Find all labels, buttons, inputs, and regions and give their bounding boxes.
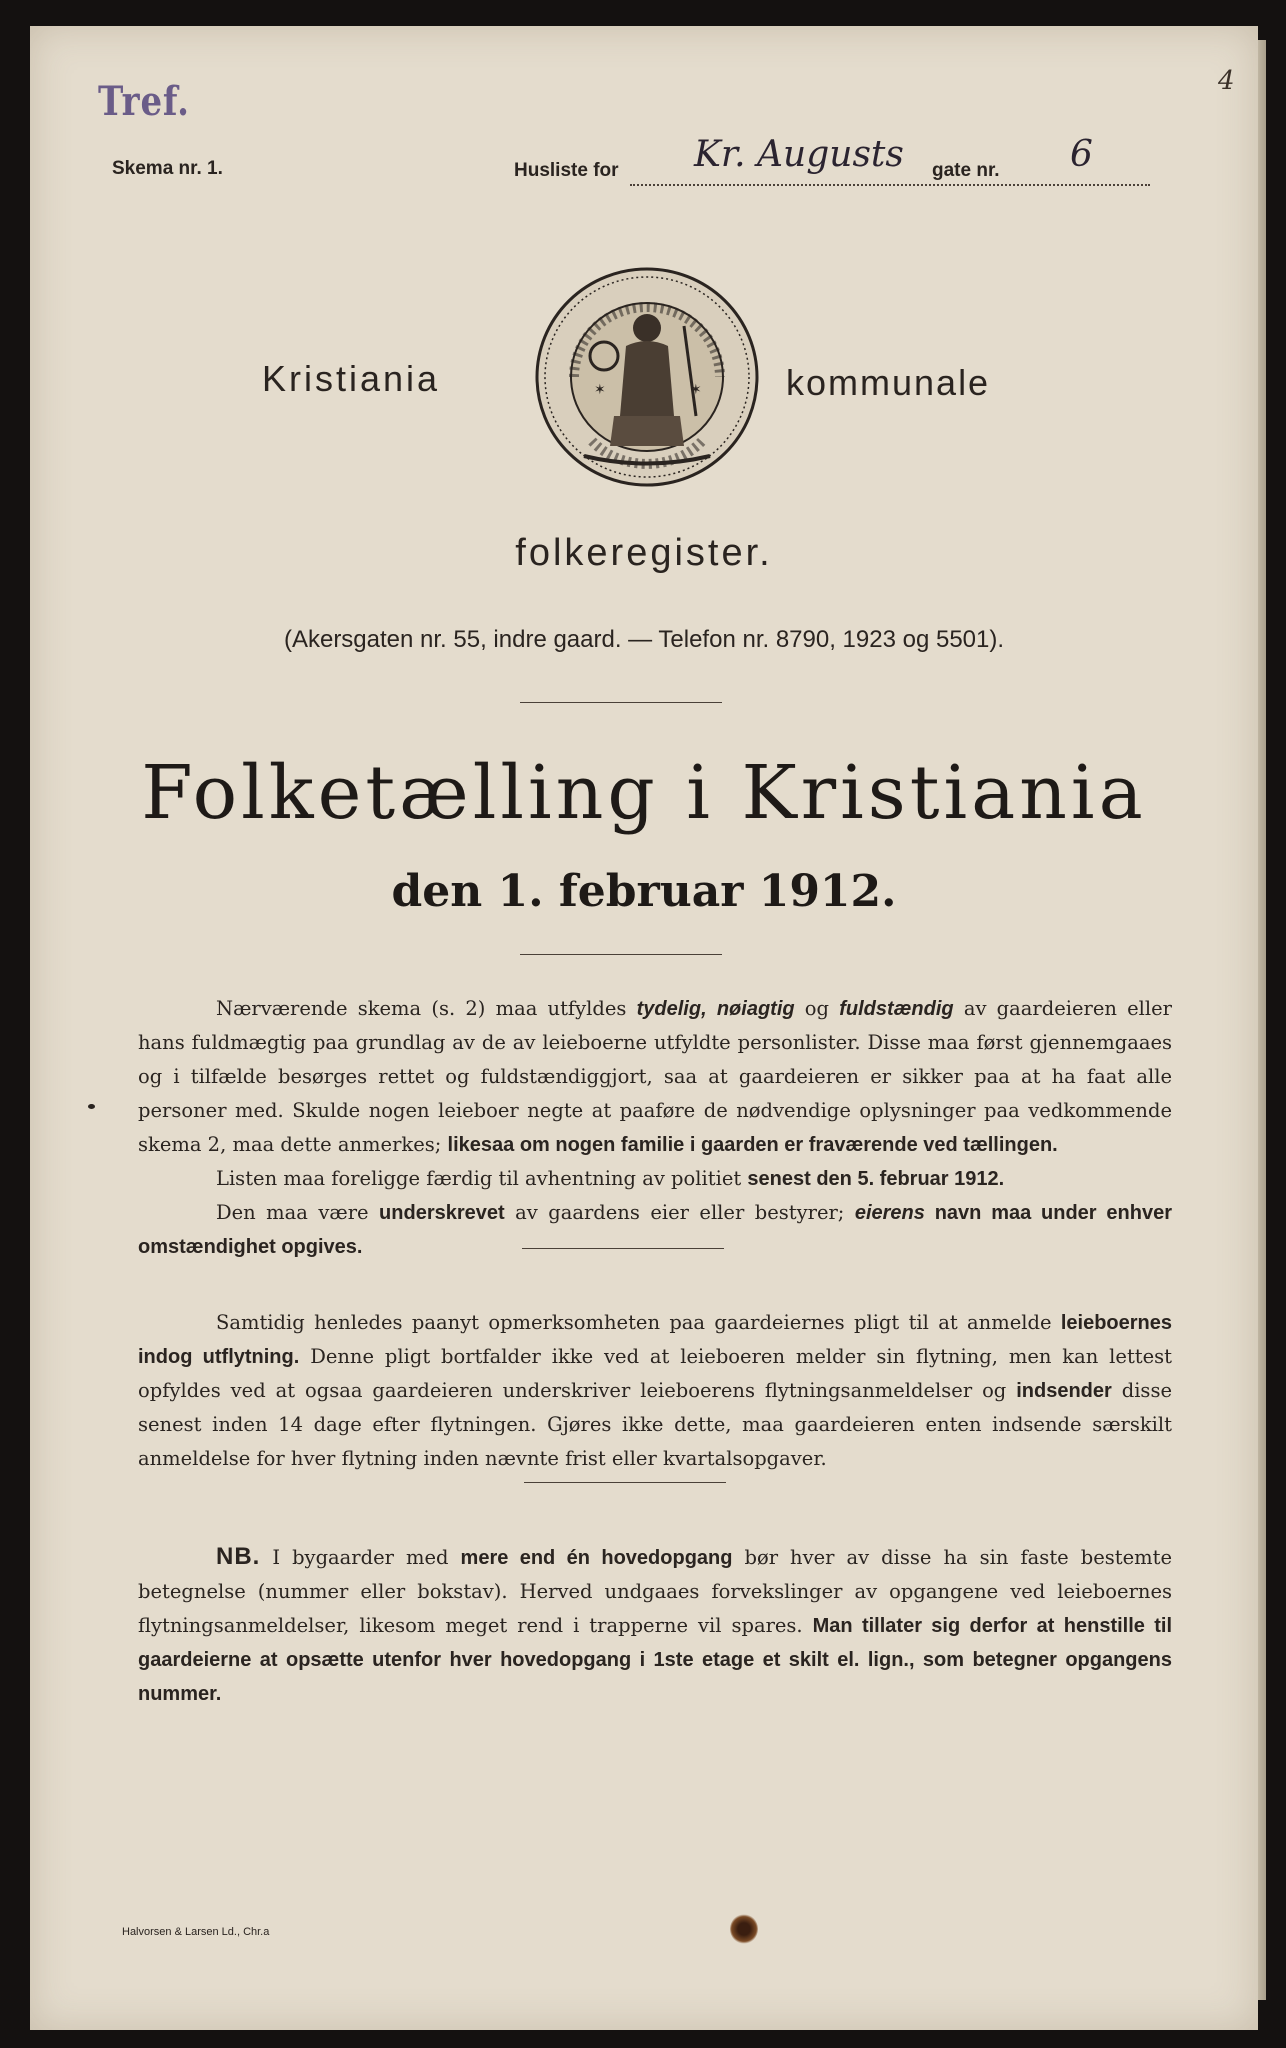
nb-paragraph: NB. I bygaarder med mere end én hovedopgang bør hver av disse ha sin faste bestemte betegnelse (nummer eller bokstav). Herved undgaaes forvekslinger av opgangene ved leieboernes flytningsanmeldelser, likesom meget rend i trapperne vil spares. Man tillater sig derfor at henstille til gaardeierne at opsætte utenfor hver hovedopgang i 1ste etage et skilt el. lign., som betegner opgangens nummer. [138,1543,1173,1705]
divider [522,1248,724,1249]
org-folkeregister: folkeregister. [515,532,773,574]
corner-number: 4 [1218,66,1235,96]
document-page [30,26,1258,2030]
moving-paragraph: Samtidig henledes paanyt opmerksomheten paa gaardeiernes pligt til at anmelde leieboernes indog utflytning. Denne pligt bortfalder ikke ved at leieboeren melder sin flytning, men kan lettest opfyldes ved at ogsaa gaardeieren underskriver leieboerens flytningsanmeldelser og indsender disse senest inden 14 dage efter flytningen. Gjøres ikke dette, maa gaardeieren enten indsende særskilt anmeldelse for hver flytning inden nævnte frist eller kvartalsopgaver. [138,1311,1173,1470]
document-title: Folketælling i Kristiania [141,750,1147,836]
divider [520,954,722,955]
printer-imprint: Halvorsen & Larsen Ld., Chr.a [122,1926,270,1938]
svg-text:✶: ✶ [690,382,702,398]
husliste-line [514,134,1150,184]
husliste-underline [630,184,1150,186]
deadline-paragraph: Listen maa foreligge færdig til avhentning av politiet senest den 5. februar 1912. [216,1167,1005,1190]
divider [520,702,722,703]
city-seal-icon [534,266,760,488]
husliste-label: Husliste for [514,160,619,181]
gate-label: gate nr. [932,160,1000,181]
moving-section [138,1306,1172,1476]
nb-label: NB. [216,1543,261,1570]
signature-paragraph: Den maa være underskrevet av gaardens eier eller bestyrer; eierens navn maa under enhver omstændighet opgives. [138,1201,1172,1258]
org-kommunale: kommunale [786,362,991,403]
svg-text:✶: ✶ [594,382,606,398]
instructions-paragraph: Nærværende skema (s. 2) maa utfyldes tydelig, nøiagtig og fuldstændig av gaardeieren eller hans fuldmægtig paa grundlag av de av leieboerne utfyldte personlister. Disse maa først gjennemgaaes og i tilfælde besørges rettet og fuldstændiggjort, saa at gaardeieren er sikker paa at ha faat alle personer med. Skulde nogen leieboer negte at paaføre de nødvendige oplysninger paa vedkommende skema 2, maa dette anmerkes; likesaa om nogen familie i gaarden er fraværende ved tællingen. [138,997,1173,1156]
tref-stamp: Tref. [98,78,190,125]
divider [524,1482,726,1483]
org-address: (Akersgaten nr. 55, indre gaard. — Telefon nr. 8790, 1923 og 5501). [283,626,1005,653]
document-subtitle: den 1. februar 1912. [391,866,897,917]
skema-label: Skema nr. 1. [112,158,223,179]
ink-stain [730,1914,758,1944]
street-handwritten: Kr. Augusts [694,134,904,175]
org-kristiania: Kristiania [262,358,441,399]
house-number-handwritten: 6 [1070,134,1093,175]
nb-section [138,1540,1172,1711]
instructions-section [138,992,1172,1264]
ink-speck [88,1104,95,1109]
